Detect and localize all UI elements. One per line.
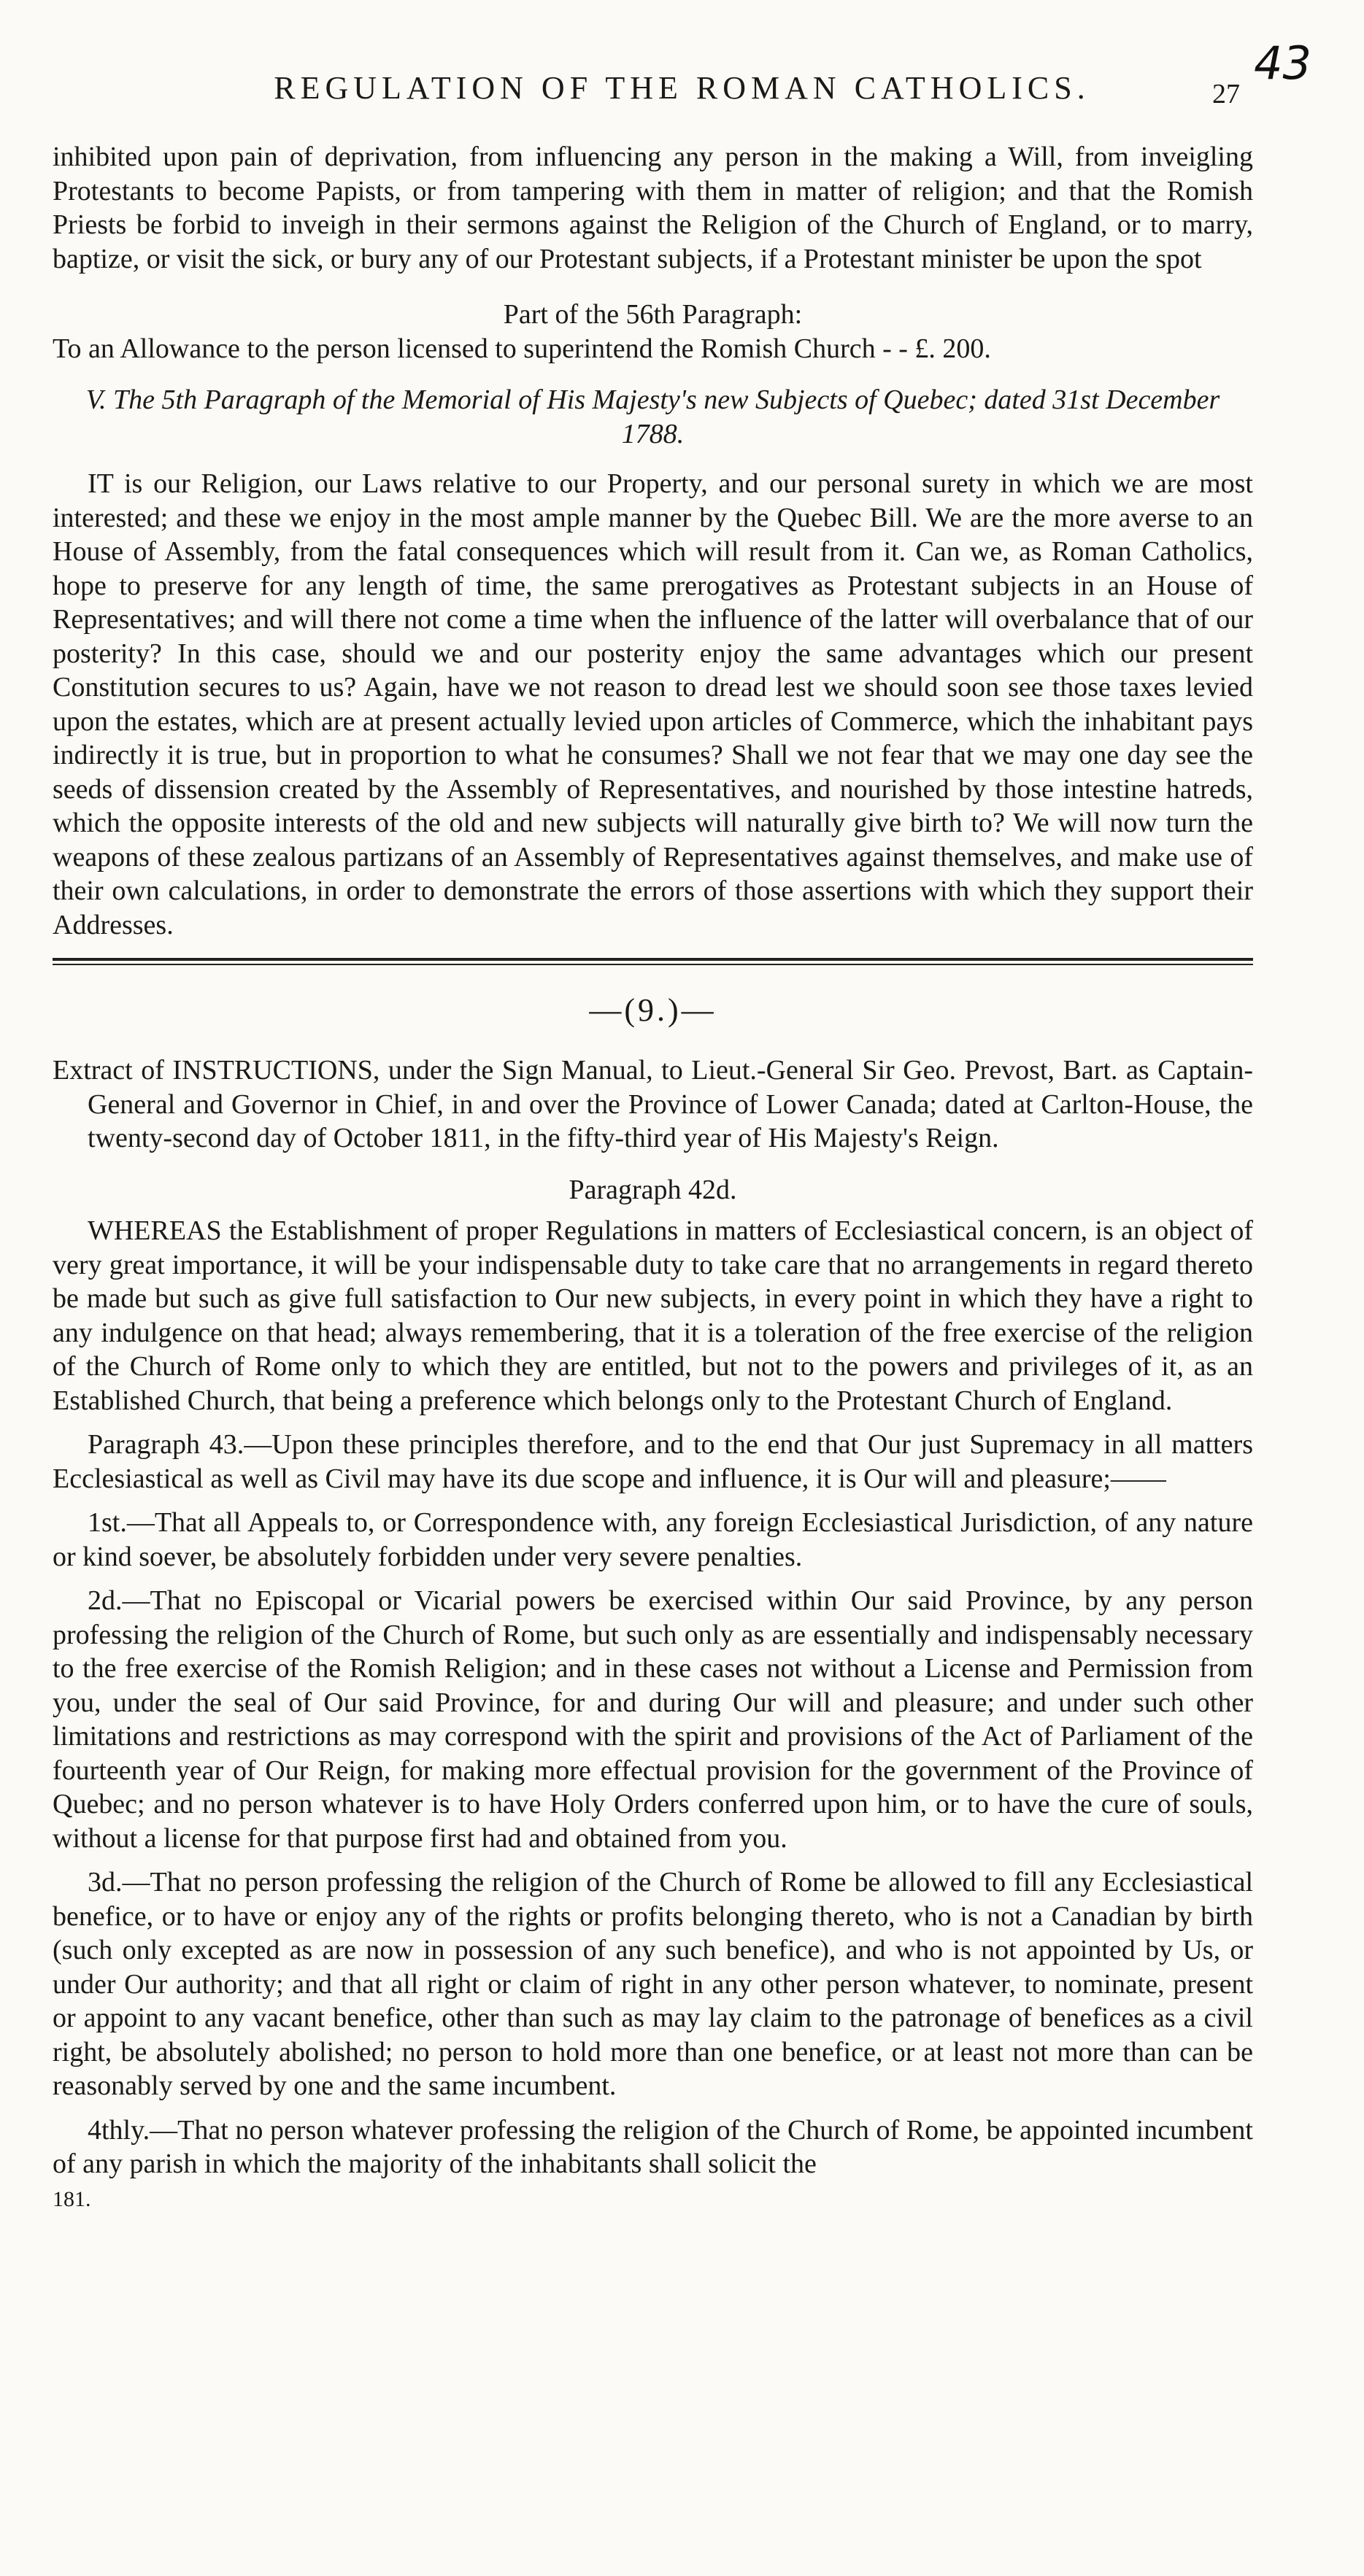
section-divider (53, 958, 1253, 965)
handwritten-folio-number: 43 (1254, 36, 1311, 90)
page-number: 27 (1212, 79, 1240, 109)
paragraph-43: Paragraph 43.—Upon these principles therefore, and to the end that Our just Supremacy in all matters Ecclesiastical as well as Civil may have its due scope and influence, it is Our will and pleasure;—— (53, 1429, 1253, 1494)
section-number: —(9.)— (589, 992, 717, 1028)
allowance-line: To an Allowance to the person licensed to superintend the Romish Church - - £. 200. (53, 333, 991, 364)
paragraph-42-body: WHEREAS the Establishment of proper Regulations in matters of Ecclesiastical concern, is an object of very great importance, it will be your indispensable duty to take care that no arrangements in regard thereto be made but such as give full satisfaction to Our new subjects, in every point in which they have a right to any indulgence on that head; always remembering, that it is a toleration of the free exercise of the religion of the Church of Rome only to which they are entitled, but not to the powers and privileges of it, as an Established Church, that being a preference which belongs only to the Protestant Church of England. (53, 1215, 1253, 1416)
section-v-body: IT is our Religion, our Laws relative to our Property, and our personal surety in which we are most interested; and these we enjoy in the most ample manner by the Quebec Bill. We are the more averse to an House of Assembly, from the fatal consequences which will result from it. Can we, as Roman Catholics, hope to preserve for any length of time, the same prerogatives as Protestant subjects in an House of Representatives; and will there not come a time when the influence of the latter will overbalance that of our posterity? In this case, should we and our posterity enjoy the same advantages which our present Constitution secures to us? Again, have we not reason to dread lest we should soon see those taxes levied upon the estates, which are at present actually levied upon articles of Commerce, which the inhabitant pays indirectly it is true, but in proportion to what he consumes? Shall we not fear that we may one day see the seeds of dissension created by the Assembly of Representatives, and nourished by those intestine hatreds, which the opposite interests of the old and new subjects will naturally give birth to? We will now turn the weapons of these zealous partizans of an Assembly of Representatives against themselves, and make use of their own calculations, in order to demonstrate the errors of those assertions with which they support their Addresses. (53, 468, 1253, 940)
list-item-4thly: 4thly.—That no person whatever professing the religion of the Church of Rome, be appointed incumbent of any parish in which the majority of the inhabitants shall solicit the (53, 2114, 1253, 2179)
list-item-3d: 3d.—That no person professing the religion of the Church of Rome be allowed to fill any Ecclesiastical benefice, or to have or enjoy any of the rights or profits belonging thereto, who is not a Canadian by birth (such only excepted as are now in possession of any such benefice), and who is not appointed by Us, or under Our authority; and that all right or claim of right in any other person whatever, to nominate, present or appoint to any vacant benefice, other than such as may lay claim to the patronage of benefices as a civil right, be absolutely abolished; no person to hold more than one benefice, or at least not more than can be reasonably served by one and the same incumbent. (53, 1867, 1253, 2101)
part-56-heading: Part of the 56th Paragraph: (503, 299, 803, 330)
running-title: REGULATION OF THE ROMAN CATHOLICS. (274, 70, 1090, 106)
section-v-heading: V. The 5th Paragraph of the Memorial of His Majesty's new Subjects of Quebec; dated 31st December 1788. (85, 384, 1220, 449)
signature-mark: 181. (53, 2186, 91, 2211)
upper-text-block (53, 140, 1253, 2216)
page-header (44, 36, 1320, 113)
list-item-2d: 2d.—That no Episcopal or Vicarial powers be exercised within Our said Province, by any person professing the religion of the Church of Rome, but such only as are essentially and indispensably necessary to the free exercise of the Romish Religion; and in these cases not without a License and Permission from you, under the seal of Our said Province, for and during Our will and pleasure; and under such other limitations and restrictions as may correspond with the spirit and provisions of the Act of Parliament of the fourteenth year of Our Reign, for making more effectual provision for the government of the Province of Quebec; and no person whatever is to have Holy Orders conferred upon him, or to have the cure of souls, without a license for that purpose first had and obtained from you. (53, 1585, 1253, 1854)
continuation-paragraph: inhibited upon pain of deprivation, from influencing any person in the making a Will, from inveigling Protestants to become Papists, or from tampering with them in matter of religion; and that the Romish Priests be forbid to inveigh in their sermons against the Religion of the Church of England, or to marry, baptize, or visit the sick, or bury any of our Protestant subjects, if a Protestant minister be upon the spot (53, 142, 1253, 274)
list-item-1st: 1st.—That all Appeals to, or Correspondence with, any foreign Ecclesiastical Jurisdiction, of any nature or kind soever, be absolutely forbidden under very severe penalties. (53, 1507, 1253, 1572)
paragraph-42-heading: Paragraph 42d. (569, 1174, 737, 1205)
instructions-intro: Extract of INSTRUCTIONS, under the Sign Manual, to Lieut.-General Sir Geo. Prevost, Bart. as Captain-General and Governor in Chief, in and over the Province of Lower Canada; dated at Carlton-House, the twenty-second day of October 1811, in the fifty-third year of His Majesty's Reign. (53, 1055, 1253, 1153)
